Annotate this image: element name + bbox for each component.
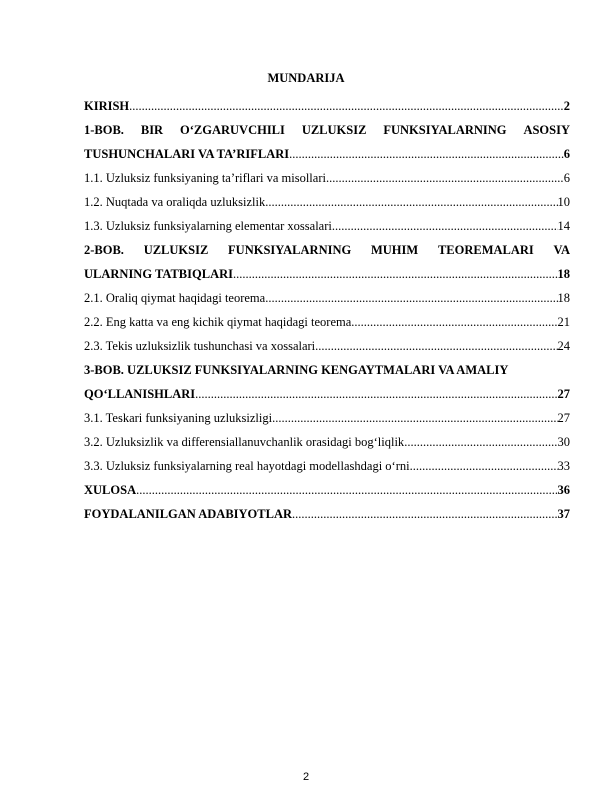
dot-leader <box>129 94 564 118</box>
dot-leader <box>233 262 558 286</box>
toc-label: FOYDALANILGAN ADABIYOTLAR <box>84 507 293 521</box>
dot-leader <box>292 502 557 526</box>
toc-page-number: 27 <box>557 411 570 425</box>
toc-page-number: 6 <box>563 147 570 161</box>
toc-entry-3-1[interactable] <box>84 406 570 430</box>
toc-entry-2-2[interactable] <box>84 310 570 334</box>
toc-page-number: 21 <box>557 315 570 329</box>
toc-entry-1-3[interactable] <box>84 214 570 238</box>
toc-word: FUNKSIYALARNING <box>383 123 507 137</box>
dot-leader <box>289 142 564 166</box>
toc-label: XULOSA <box>84 483 137 497</box>
toc-label: 2.3. Tekis uzluksizlik tushunchasi va xossalari <box>84 339 316 353</box>
toc-label: 2.1. Oraliq qiymat haqidagi teorema <box>84 291 266 305</box>
toc-label: 1.2. Nuqtada va oraliqda uzluksizlik <box>84 195 266 209</box>
dot-leader <box>265 190 557 214</box>
toc-page-number: 6 <box>563 171 570 185</box>
toc-entry-1-2[interactable] <box>84 190 570 214</box>
toc-entry-2-3[interactable] <box>84 334 570 358</box>
dot-leader <box>404 430 557 454</box>
toc-word: 1-BOB. <box>84 123 124 137</box>
toc-word: MUHIM <box>370 243 419 257</box>
dot-leader <box>265 286 557 310</box>
toc-page-number: 2 <box>563 99 570 113</box>
dot-leader <box>272 406 557 430</box>
dot-leader <box>332 214 558 238</box>
toc-label: 2.2. Eng katta va eng kichik qiymat haqidagi teorema <box>84 315 352 329</box>
toc-entry-ch3-line1[interactable] <box>84 358 570 382</box>
page-number-footer: 2 <box>302 771 310 783</box>
toc-page-number: 18 <box>557 267 570 281</box>
toc-entry-ch1-line2[interactable] <box>84 142 570 166</box>
toc-page-number: 14 <box>557 219 570 233</box>
toc-entry-ch2-line2[interactable] <box>84 262 570 286</box>
toc-entry-ch2-line1[interactable] <box>84 238 570 262</box>
toc-entry-adabiyotlar[interactable] <box>84 502 570 526</box>
toc-label: 3.3. Uzluksiz funksiyalarning real hayotdagi modellashdagi o‘rni <box>84 459 410 473</box>
dot-leader <box>351 310 557 334</box>
dot-leader <box>195 382 557 406</box>
toc-label: KIRISH <box>84 99 130 113</box>
toc-entry-2-1[interactable] <box>84 286 570 310</box>
page-title: MUNDARIJA <box>267 71 345 85</box>
toc-label: 1.1. Uzluksiz funksiyaning ta’riflari va misollari <box>84 171 326 185</box>
toc-word: UZLUKSIZ <box>143 243 209 257</box>
toc-word: BIR <box>140 123 164 137</box>
toc-page-number: 27 <box>557 387 570 401</box>
toc-page-number: 18 <box>557 291 570 305</box>
toc-page-number: 24 <box>557 339 570 353</box>
toc-label: TUSHUNCHALARI VA TA’RIFLARI <box>84 147 290 161</box>
toc-label: QO‘LLANISHLARI <box>84 387 196 401</box>
toc-entry-kirish[interactable] <box>84 94 570 118</box>
toc-page-number: 30 <box>557 435 570 449</box>
toc-word: TEOREMALARI <box>437 243 534 257</box>
table-of-contents <box>84 94 570 526</box>
toc-entry-3-2[interactable] <box>84 430 570 454</box>
toc-word: 2-BOB. <box>84 243 124 257</box>
dot-leader <box>410 454 558 478</box>
toc-page-number: 10 <box>557 195 570 209</box>
dot-leader <box>326 166 564 190</box>
toc-page-number: 36 <box>557 483 570 497</box>
toc-word: VA <box>553 243 570 257</box>
toc-word: FUNKSIYALARNING <box>228 243 352 257</box>
toc-page-number: 37 <box>557 507 570 521</box>
toc-label: 1.3. Uzluksiz funksiyalarning elementar xossalari <box>84 219 332 233</box>
toc-page-number: 33 <box>557 459 570 473</box>
toc-label: 3.2. Uzluksizlik va differensiallanuvchanlik orasidagi bog‘liqlik <box>84 435 405 449</box>
toc-entry-3-3[interactable] <box>84 454 570 478</box>
dot-leader <box>136 478 557 502</box>
toc-word: O‘ZGARUVCHILI <box>180 123 285 137</box>
toc-entry-xulosa[interactable] <box>84 478 570 502</box>
toc-entry-ch1-line1[interactable] <box>84 118 570 142</box>
toc-entry-ch3-line2[interactable] <box>84 382 570 406</box>
toc-label: 3-BOB. UZLUKSIZ FUNKSIYALARNING KENGAYTMALARI VA AMALIY <box>84 363 509 377</box>
toc-label: ULARNING TATBIQLARI <box>84 267 233 281</box>
toc-word: UZLUKSIZ <box>301 123 367 137</box>
toc-label: 3.1. Teskari funksiyaning uzluksizligi <box>84 411 273 425</box>
dot-leader <box>315 334 557 358</box>
toc-entry-1-1[interactable] <box>84 166 570 190</box>
toc-word: ASOSIY <box>523 123 570 137</box>
